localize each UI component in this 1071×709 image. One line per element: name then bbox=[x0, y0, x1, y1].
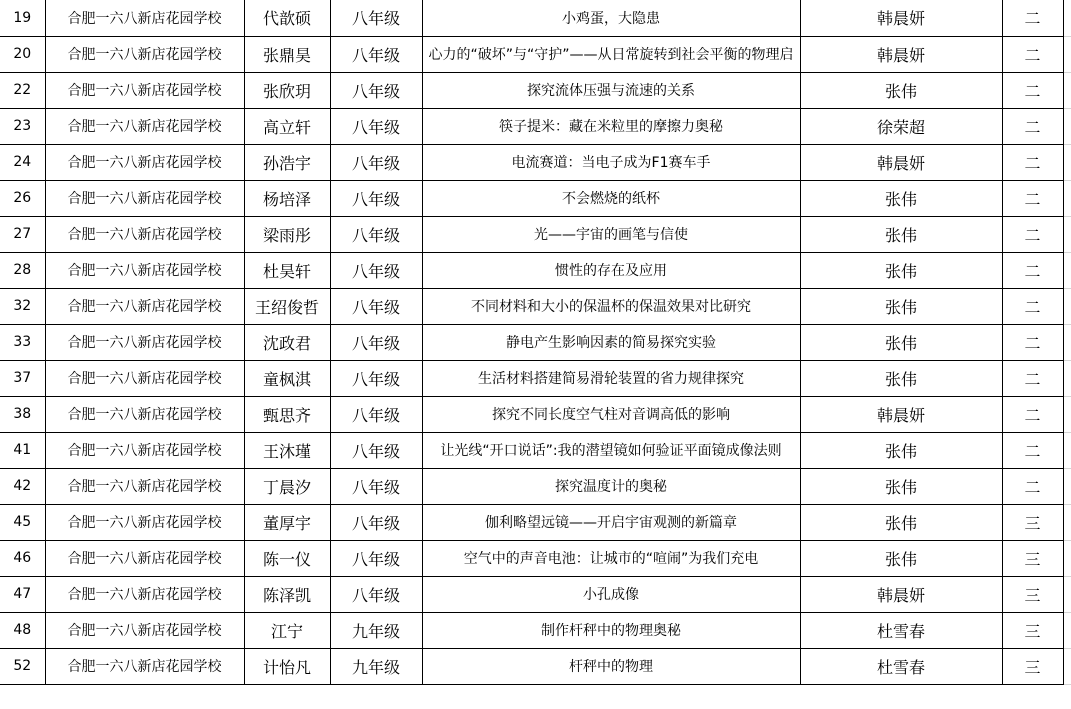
cell-number[interactable]: 48 bbox=[0, 612, 45, 648]
table-row bbox=[0, 180, 1071, 216]
cell-project-title[interactable] bbox=[422, 324, 800, 360]
cell-empty[interactable] bbox=[1063, 180, 1071, 216]
cell-teacher[interactable]: 张伟 bbox=[800, 540, 1002, 576]
cell-project-title[interactable] bbox=[422, 432, 800, 468]
cell-school[interactable]: 合肥一六八新店花园学校 bbox=[45, 540, 244, 576]
cell-grade[interactable]: 八年级 bbox=[330, 576, 422, 612]
cell-empty[interactable] bbox=[1063, 72, 1071, 108]
cell-school[interactable]: 合肥一六八新店花园学校 bbox=[45, 612, 244, 648]
project-title-text: 不会燃烧的纸杯 bbox=[562, 191, 660, 207]
cell-school[interactable]: 合肥一六八新店花园学校 bbox=[45, 576, 244, 612]
cell-student-name[interactable]: 高立轩 bbox=[244, 108, 330, 144]
cell-project-title[interactable] bbox=[422, 360, 800, 396]
project-title-text: 探究温度计的奥秘 bbox=[555, 479, 667, 495]
project-title-text: 筷子提米：藏在米粒里的摩擦力奥秘 bbox=[499, 119, 723, 135]
project-title-text: 探究不同长度空气柱对音调高低的影响 bbox=[492, 407, 730, 423]
cell-school[interactable]: 合肥一六八新店花园学校 bbox=[45, 72, 244, 108]
cell-grade[interactable]: 八年级 bbox=[330, 0, 422, 36]
table-row bbox=[0, 288, 1071, 324]
cell-empty[interactable] bbox=[1063, 576, 1071, 612]
table-row bbox=[0, 612, 1071, 648]
project-title-text: 小鸡蛋，大隐患 bbox=[562, 10, 660, 27]
project-title-text: 生活材料搭建简易滑轮装置的省力规律探究 bbox=[478, 371, 744, 387]
cell-school[interactable]: 合肥一六八新店花园学校 bbox=[45, 432, 244, 468]
table-row bbox=[0, 36, 1071, 72]
cell-grade[interactable]: 八年级 bbox=[330, 432, 422, 468]
cell-project-title[interactable] bbox=[422, 180, 800, 216]
cell-grade[interactable]: 八年级 bbox=[330, 360, 422, 396]
cell-prize-level[interactable]: 二 bbox=[1002, 108, 1063, 144]
cell-prize-level[interactable]: 二 bbox=[1002, 0, 1063, 36]
cell-teacher[interactable]: 韩晨妍 bbox=[800, 396, 1002, 432]
cell-student-name[interactable]: 陈一仪 bbox=[244, 540, 330, 576]
cell-number[interactable]: 42 bbox=[0, 468, 45, 504]
table-row bbox=[0, 360, 1071, 396]
cell-grade[interactable]: 八年级 bbox=[330, 108, 422, 144]
table-row bbox=[0, 216, 1071, 252]
cell-student-name[interactable]: 孙浩宇 bbox=[244, 144, 330, 180]
cell-project-title[interactable] bbox=[422, 36, 800, 72]
cell-prize-level[interactable]: 二 bbox=[1002, 360, 1063, 396]
cell-school[interactable]: 合肥一六八新店花园学校 bbox=[45, 252, 244, 288]
cell-teacher[interactable]: 杜雪春 bbox=[800, 612, 1002, 648]
cell-project-title[interactable] bbox=[422, 144, 800, 180]
cell-empty[interactable] bbox=[1063, 252, 1071, 288]
cell-prize-level[interactable]: 二 bbox=[1002, 36, 1063, 72]
cell-teacher[interactable]: 张伟 bbox=[800, 360, 1002, 396]
cell-project-title[interactable] bbox=[422, 72, 800, 108]
cell-school[interactable]: 合肥一六八新店花园学校 bbox=[45, 216, 244, 252]
cell-school[interactable]: 合肥一六八新店花园学校 bbox=[45, 288, 244, 324]
cell-school[interactable]: 合肥一六八新店花园学校 bbox=[45, 144, 244, 180]
cell-prize-level[interactable]: 三 bbox=[1002, 504, 1063, 540]
cell-teacher[interactable]: 杜雪春 bbox=[800, 648, 1002, 684]
cell-school[interactable]: 合肥一六八新店花园学校 bbox=[45, 396, 244, 432]
project-title-text: 杆秤中的物理 bbox=[569, 659, 653, 675]
cell-project-title[interactable] bbox=[422, 252, 800, 288]
cell-teacher[interactable]: 张伟 bbox=[800, 72, 1002, 108]
cell-teacher[interactable]: 韩晨妍 bbox=[800, 144, 1002, 180]
cell-teacher[interactable]: 韩晨妍 bbox=[800, 0, 1002, 36]
table-row bbox=[0, 0, 1071, 36]
cell-project-title[interactable] bbox=[422, 612, 800, 648]
cell-prize-level[interactable]: 二 bbox=[1002, 72, 1063, 108]
cell-teacher[interactable]: 张伟 bbox=[800, 432, 1002, 468]
cell-teacher[interactable]: 韩晨妍 bbox=[800, 576, 1002, 612]
table-row bbox=[0, 252, 1071, 288]
cell-empty[interactable] bbox=[1063, 540, 1071, 576]
cell-empty[interactable] bbox=[1063, 144, 1071, 180]
cell-number[interactable]: 47 bbox=[0, 576, 45, 612]
cell-grade[interactable]: 八年级 bbox=[330, 504, 422, 540]
cell-empty[interactable] bbox=[1063, 612, 1071, 648]
cell-student-name[interactable]: 张鼎昊 bbox=[244, 36, 330, 72]
cell-prize-level[interactable]: 三 bbox=[1002, 540, 1063, 576]
cell-number[interactable]: 33 bbox=[0, 324, 45, 360]
cell-number[interactable]: 28 bbox=[0, 252, 45, 288]
cell-empty[interactable] bbox=[1063, 396, 1071, 432]
cell-grade[interactable]: 八年级 bbox=[330, 72, 422, 108]
cell-grade[interactable]: 八年级 bbox=[330, 324, 422, 360]
cell-grade[interactable]: 九年级 bbox=[330, 648, 422, 684]
cell-student-name[interactable]: 王绍俊哲 bbox=[244, 288, 330, 324]
cell-number[interactable]: 45 bbox=[0, 504, 45, 540]
cell-student-name[interactable]: 杨培泽 bbox=[244, 180, 330, 216]
cell-prize-level[interactable]: 二 bbox=[1002, 432, 1063, 468]
project-title-text: 不同材料和大小的保温杯的保温效果对比研究 bbox=[471, 299, 751, 315]
cell-grade[interactable]: 八年级 bbox=[330, 288, 422, 324]
cell-empty[interactable] bbox=[1063, 36, 1071, 72]
cell-empty[interactable] bbox=[1063, 504, 1071, 540]
cell-prize-level[interactable]: 二 bbox=[1002, 468, 1063, 504]
project-title-text: 空气中的声音电池：让城市的“喧闹”为我们充电 bbox=[463, 551, 759, 567]
cell-school[interactable]: 合肥一六八新店花园学校 bbox=[45, 360, 244, 396]
cell-number[interactable]: 26 bbox=[0, 180, 45, 216]
cell-school[interactable]: 合肥一六八新店花园学校 bbox=[45, 324, 244, 360]
cell-grade[interactable]: 八年级 bbox=[330, 144, 422, 180]
project-title-text: 伽利略望远镜——开启宇宙观测的新篇章 bbox=[485, 515, 737, 531]
cell-number[interactable]: 19 bbox=[0, 0, 45, 36]
cell-school[interactable]: 合肥一六八新店花园学校 bbox=[45, 504, 244, 540]
cell-student-name[interactable]: 丁晨汐 bbox=[244, 468, 330, 504]
table-row bbox=[0, 108, 1071, 144]
cell-student-name[interactable]: 陈泽凯 bbox=[244, 576, 330, 612]
cell-grade[interactable]: 八年级 bbox=[330, 252, 422, 288]
cell-grade[interactable]: 八年级 bbox=[330, 36, 422, 72]
cell-empty[interactable] bbox=[1063, 0, 1071, 36]
cell-student-name[interactable]: 董厚宇 bbox=[244, 504, 330, 540]
cell-teacher[interactable]: 徐荣超 bbox=[800, 108, 1002, 144]
cell-school[interactable]: 合肥一六八新店花园学校 bbox=[45, 108, 244, 144]
table-row bbox=[0, 540, 1071, 576]
cell-school[interactable]: 合肥一六八新店花园学校 bbox=[45, 648, 244, 684]
cell-grade[interactable]: 八年级 bbox=[330, 216, 422, 252]
cell-student-name[interactable]: 江宁 bbox=[244, 612, 330, 648]
cell-number[interactable]: 37 bbox=[0, 360, 45, 396]
cell-number[interactable]: 23 bbox=[0, 108, 45, 144]
cell-number[interactable]: 38 bbox=[0, 396, 45, 432]
cell-number[interactable]: 22 bbox=[0, 72, 45, 108]
cell-prize-level[interactable]: 二 bbox=[1002, 180, 1063, 216]
cell-teacher[interactable]: 张伟 bbox=[800, 468, 1002, 504]
cell-grade[interactable]: 八年级 bbox=[330, 180, 422, 216]
cell-number[interactable]: 41 bbox=[0, 432, 45, 468]
cell-project-title[interactable] bbox=[422, 108, 800, 144]
cell-school[interactable]: 合肥一六八新店花园学校 bbox=[45, 468, 244, 504]
cell-grade[interactable]: 八年级 bbox=[330, 540, 422, 576]
cell-school[interactable]: 合肥一六八新店花园学校 bbox=[45, 0, 244, 36]
cell-project-title[interactable] bbox=[422, 396, 800, 432]
cell-number[interactable]: 20 bbox=[0, 36, 45, 72]
cell-prize-level[interactable]: 二 bbox=[1002, 216, 1063, 252]
cell-prize-level[interactable]: 三 bbox=[1002, 648, 1063, 684]
cell-project-title[interactable] bbox=[422, 288, 800, 324]
project-title-text: 制作杆秤中的物理奥秘 bbox=[541, 623, 681, 639]
project-title-text: 心力的“破坏”与“守护”——从日常旋转到社会平衡的物理启 bbox=[428, 47, 794, 63]
cell-number[interactable]: 46 bbox=[0, 540, 45, 576]
cell-prize-level[interactable]: 二 bbox=[1002, 288, 1063, 324]
cell-student-name[interactable]: 计怡凡 bbox=[244, 648, 330, 684]
project-title-text: 小孔成像 bbox=[583, 587, 639, 603]
cell-empty[interactable] bbox=[1063, 360, 1071, 396]
table-row bbox=[0, 504, 1071, 540]
project-title-text: 探究流体压强与流速的关系 bbox=[527, 83, 695, 99]
cell-prize-level[interactable]: 二 bbox=[1002, 324, 1063, 360]
cell-number[interactable]: 32 bbox=[0, 288, 45, 324]
project-title-text: 让光线“开口说话”:我的潜望镜如何验证平面镜成像法则 bbox=[440, 443, 782, 459]
cell-project-title[interactable] bbox=[422, 468, 800, 504]
cell-empty[interactable] bbox=[1063, 216, 1071, 252]
project-title-text: 光——宇宙的画笔与信使 bbox=[534, 227, 688, 243]
cell-number[interactable]: 52 bbox=[0, 648, 45, 684]
cell-teacher[interactable]: 韩晨妍 bbox=[800, 36, 1002, 72]
cell-prize-level[interactable]: 三 bbox=[1002, 576, 1063, 612]
table-row bbox=[0, 324, 1071, 360]
cell-student-name[interactable]: 杜昊轩 bbox=[244, 252, 330, 288]
cell-grade[interactable]: 九年级 bbox=[330, 612, 422, 648]
cell-grade[interactable]: 八年级 bbox=[330, 396, 422, 432]
cell-grade[interactable]: 八年级 bbox=[330, 468, 422, 504]
cell-student-name[interactable]: 张欣玥 bbox=[244, 72, 330, 108]
table-row bbox=[0, 144, 1071, 180]
cell-school[interactable]: 合肥一六八新店花园学校 bbox=[45, 36, 244, 72]
cell-teacher[interactable]: 张伟 bbox=[800, 288, 1002, 324]
cell-project-title[interactable] bbox=[422, 0, 800, 36]
table-row bbox=[0, 576, 1071, 612]
table-row bbox=[0, 432, 1071, 468]
cell-empty[interactable] bbox=[1063, 648, 1071, 684]
cell-teacher[interactable]: 张伟 bbox=[800, 216, 1002, 252]
table-row bbox=[0, 468, 1071, 504]
project-title-text: 电流赛道：当电子成为F1赛车手 bbox=[511, 155, 711, 171]
cell-school[interactable]: 合肥一六八新店花园学校 bbox=[45, 180, 244, 216]
cell-project-title[interactable] bbox=[422, 540, 800, 576]
table-row bbox=[0, 72, 1071, 108]
cell-teacher[interactable]: 张伟 bbox=[800, 324, 1002, 360]
table-row bbox=[0, 396, 1071, 432]
cell-prize-level[interactable]: 二 bbox=[1002, 396, 1063, 432]
cell-number[interactable]: 24 bbox=[0, 144, 45, 180]
cell-empty[interactable] bbox=[1063, 324, 1071, 360]
table-row bbox=[0, 648, 1071, 684]
cell-teacher[interactable]: 张伟 bbox=[800, 252, 1002, 288]
cell-student-name[interactable]: 代歆硕 bbox=[244, 0, 330, 36]
project-title-text: 静电产生影响因素的简易探究实验 bbox=[506, 335, 716, 351]
cell-student-name[interactable]: 甄思齐 bbox=[244, 396, 330, 432]
cell-prize-level[interactable]: 二 bbox=[1002, 252, 1063, 288]
cell-project-title[interactable] bbox=[422, 648, 800, 684]
project-title-text: 惯性的存在及应用 bbox=[555, 263, 667, 279]
cell-number[interactable]: 27 bbox=[0, 216, 45, 252]
cell-teacher[interactable]: 张伟 bbox=[800, 180, 1002, 216]
cell-student-name[interactable]: 童枫淇 bbox=[244, 360, 330, 396]
cell-student-name[interactable]: 梁雨彤 bbox=[244, 216, 330, 252]
cell-empty[interactable] bbox=[1063, 432, 1071, 468]
cell-empty[interactable] bbox=[1063, 468, 1071, 504]
cell-empty[interactable] bbox=[1063, 108, 1071, 144]
cell-project-title[interactable] bbox=[422, 216, 800, 252]
cell-prize-level[interactable]: 三 bbox=[1002, 612, 1063, 648]
cell-student-name[interactable]: 沈政君 bbox=[244, 324, 330, 360]
cell-empty[interactable] bbox=[1063, 288, 1071, 324]
cell-project-title[interactable] bbox=[422, 576, 800, 612]
cell-student-name[interactable]: 王沐瑾 bbox=[244, 432, 330, 468]
cell-project-title[interactable] bbox=[422, 504, 800, 540]
cell-prize-level[interactable]: 二 bbox=[1002, 144, 1063, 180]
cell-teacher[interactable]: 张伟 bbox=[800, 504, 1002, 540]
